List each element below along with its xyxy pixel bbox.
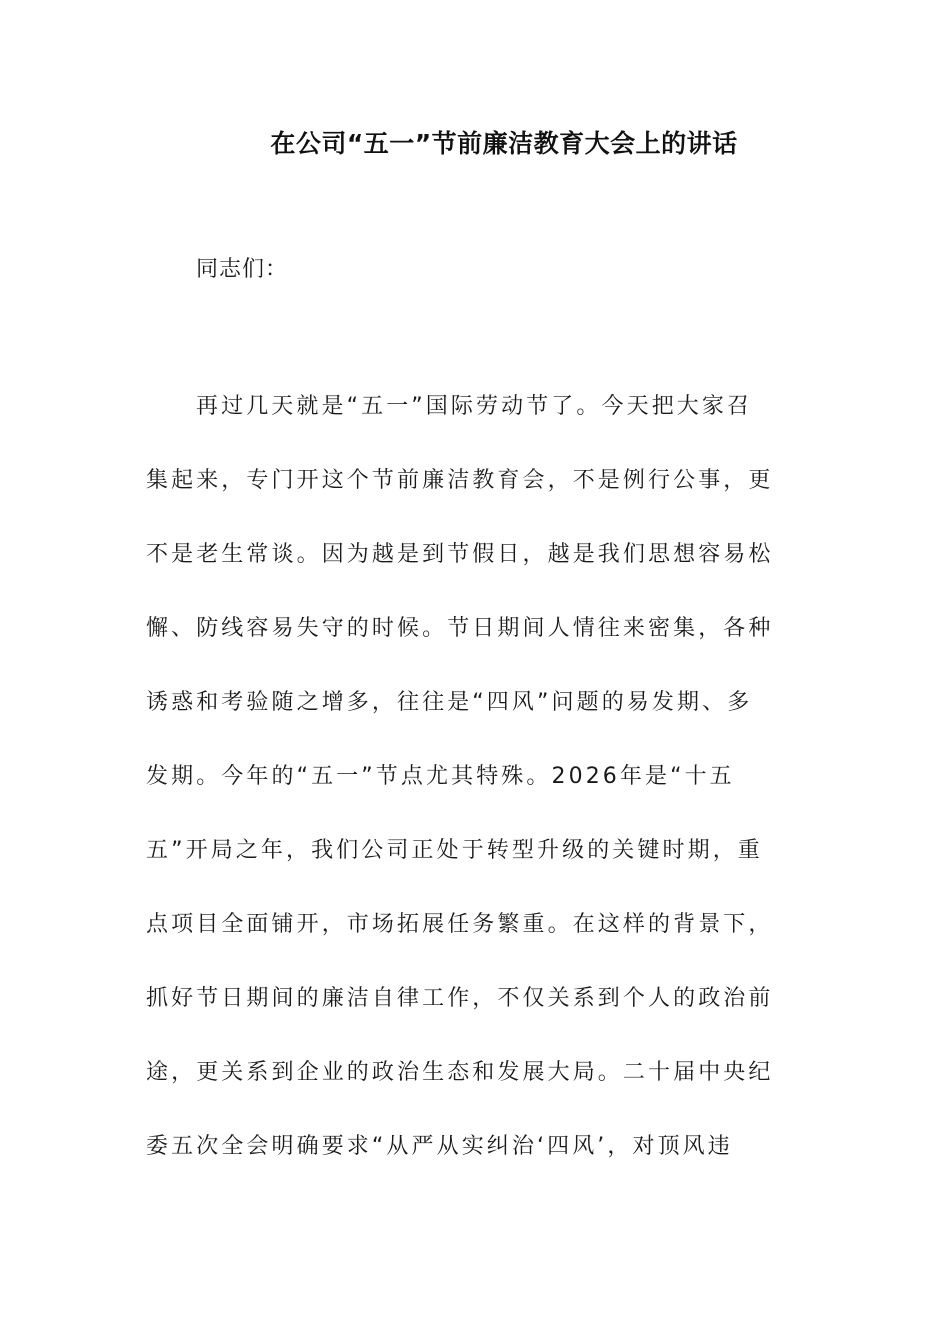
paragraph-line: 诱惑和考验随之增多，往往是“四风”问题的易发期、多 [146,690,753,715]
paragraph-line: 抓好节日期间的廉洁自律工作，不仅关系到个人的政治前 [146,986,774,1011]
paragraph-line: 不是老生常谈。因为越是到节假日，越是我们思想容易松 [146,542,774,567]
salutation: 同志们： [196,257,289,282]
paragraph-line: 集起来，专门开这个节前廉洁教育会，不是例行公事，更 [146,468,774,493]
paragraph-line: 途，更关系到企业的政治生态和发展大局。二十届中央纪 [146,1060,774,1085]
paragraph-line: 点项目全面铺开，市场拓展任务繁重。在这样的背景下， [146,912,774,937]
paragraph-line: 发期。今年的“五一”节点尤其特殊。2026年是“十五 [146,764,735,789]
paragraph-line: 五”开局之年，我们公司正处于转型升级的关键时期，重 [146,838,763,863]
document-title: 在公司“五一”节前廉洁教育大会上的讲话 [270,129,738,158]
paragraph-line: 懈、防线容易失守的时候。节日期间人情往来密集，各种 [146,616,774,641]
body-paragraph [146,380,810,1194]
paragraph-line: 委五次全会明确要求“从严从实纠治‘四风’，对顶风违 [146,1134,733,1159]
paragraph-line: 再过几天就是“五一”国际劳动节了。今天把大家召 [196,394,753,419]
